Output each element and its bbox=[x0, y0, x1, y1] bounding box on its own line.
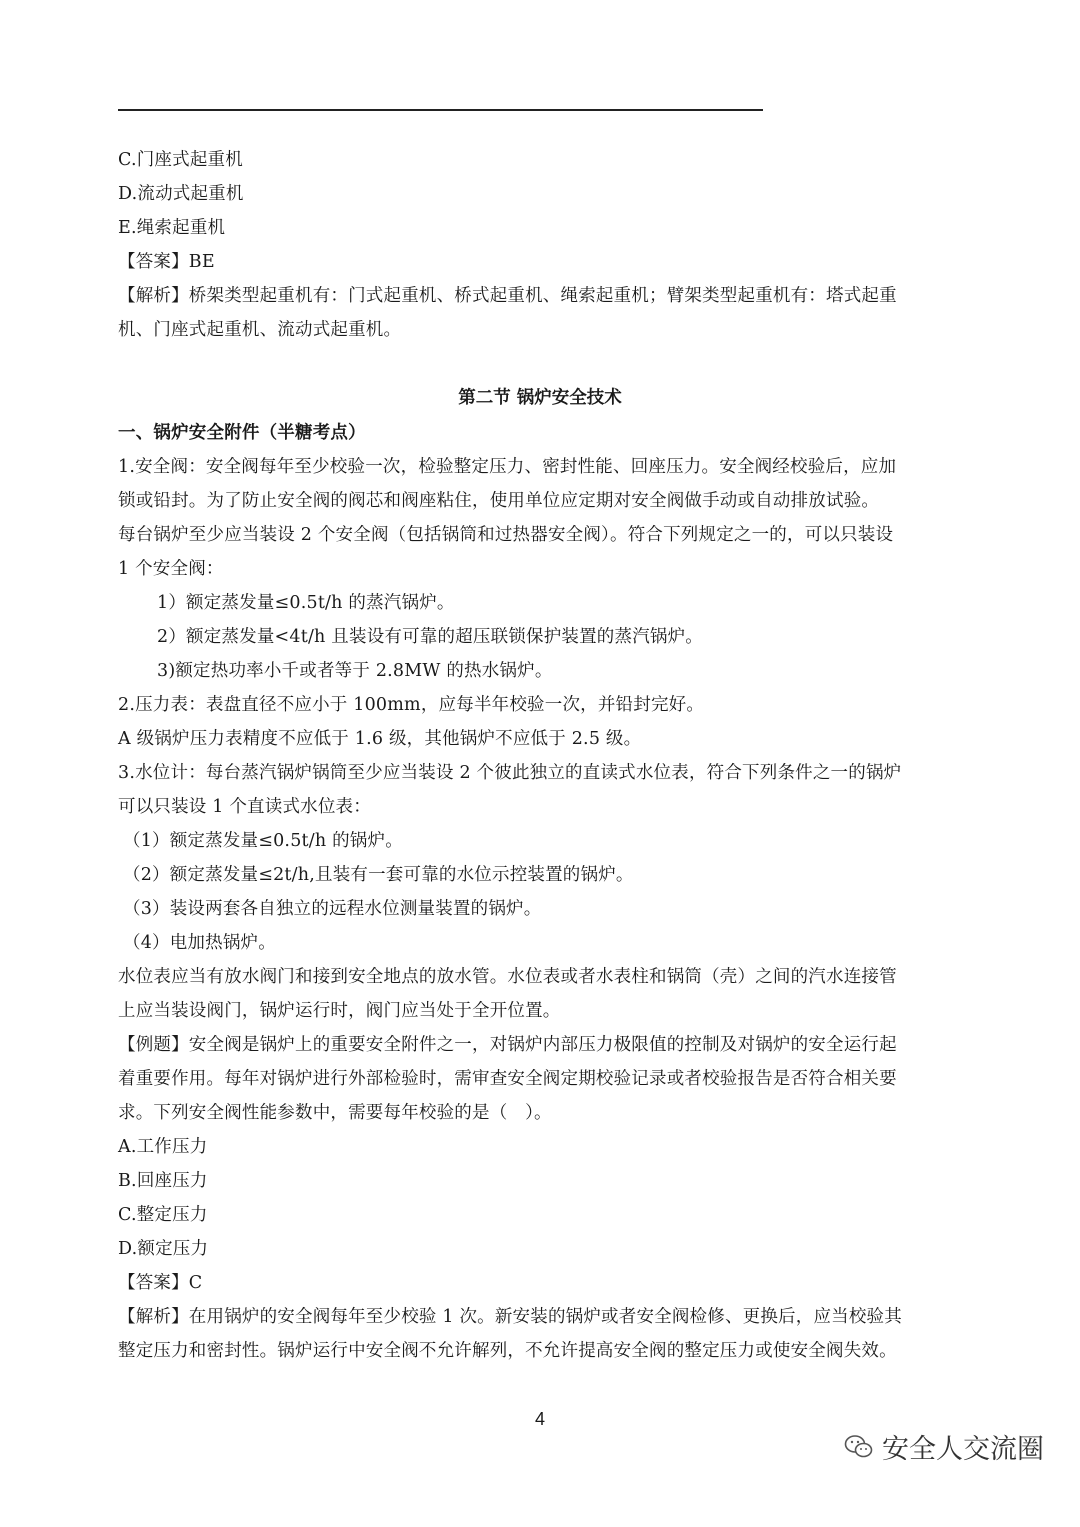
sub-heading: 一、锅炉安全附件（半糖考点） bbox=[118, 423, 366, 443]
list-item: 2）额定蒸发量<4t/h 且装设有可靠的超压联锁保护装置的蒸汽锅炉。 bbox=[157, 627, 703, 647]
watermark bbox=[844, 1427, 1044, 1466]
example-line: 求。下列安全阀性能参数中，需要每年校验的是（ ）。 bbox=[118, 1103, 552, 1123]
paragraph-line: 2.压力表：表盘直径不应小于 100mm，应每半年校验一次，并铅封完好。 bbox=[118, 695, 705, 715]
answer-line: 【答案】C bbox=[118, 1273, 203, 1293]
paragraph-line: 锁或铅封。为了防止安全阀的阀芯和阀座粘住，使用单位应定期对安全阀做手动或自动排放试验。 bbox=[118, 491, 880, 511]
list-item: （4）电加热锅炉。 bbox=[123, 933, 276, 953]
paragraph-line: 1.安全阀：安全阀每年至少校验一次，检验整定压力、密封性能、回座压力。安全阀经校验后，应加 bbox=[118, 457, 897, 477]
option-b: B.回座压力 bbox=[118, 1171, 208, 1191]
section-heading: 第二节 锅炉安全技术 bbox=[458, 388, 622, 408]
analysis-line: 【解析】桥架类型起重机有：门式起重机、桥式起重机、绳索起重机；臂架类型起重机有：塔式起重 bbox=[118, 286, 897, 306]
page-number: 4 bbox=[534, 1409, 545, 1429]
paragraph-line: 可以只装设 1 个直读式水位表： bbox=[118, 797, 371, 817]
option-c: C.门座式起重机 bbox=[118, 150, 243, 170]
option-c: C.整定压力 bbox=[118, 1205, 208, 1225]
header-rule bbox=[118, 109, 763, 111]
paragraph-line: 1 个安全阀： bbox=[118, 559, 224, 579]
analysis-line: 机、门座式起重机、流动式起重机。 bbox=[118, 320, 402, 340]
list-item: 1）额定蒸发量≤0.5t/h 的蒸汽锅炉。 bbox=[157, 593, 455, 613]
answer-line: 【答案】BE bbox=[118, 252, 215, 272]
option-d: D.额定压力 bbox=[118, 1239, 209, 1259]
paragraph-line: A 级锅炉压力表精度不应低于 1.6 级，其他锅炉不应低于 2.5 级。 bbox=[118, 729, 642, 749]
option-e: E.绳索起重机 bbox=[118, 218, 226, 238]
list-item: （2）额定蒸发量≤2t/h,且装有一套可靠的水位示控装置的锅炉。 bbox=[123, 865, 634, 885]
list-item: 3)额定热功率小千或者等于 2.8MW 的热水锅炉。 bbox=[157, 661, 553, 681]
analysis-line: 整定压力和密封性。锅炉运行中安全阀不允许解列，不允许提高安全阀的整定压力或使安全阀失效。 bbox=[118, 1341, 897, 1361]
paragraph-line: 3.水位计：每台蒸汽锅炉锅筒至少应当装设 2 个彼此独立的直读式水位表，符合下列条件之一的锅炉 bbox=[118, 763, 902, 783]
list-item: （3）装设两套各自独立的远程水位测量装置的锅炉。 bbox=[123, 899, 542, 919]
option-d: D.流动式起重机 bbox=[118, 184, 244, 204]
analysis-line: 【解析】在用锅炉的安全阀每年至少校验 1 次。新安装的锅炉或者安全阀检修、更换后，应当校验其 bbox=[118, 1307, 902, 1327]
paragraph-line: 水位表应当有放水阀门和接到安全地点的放水管。水位表或者水表柱和锅筒（壳）之间的汽水连接管 bbox=[118, 967, 897, 987]
paragraph-line: 每台锅炉至少应当装设 2 个安全阀（包括锅筒和过热器安全阀）。符合下列规定之一的，可以只装设 bbox=[118, 525, 894, 545]
option-a: A.工作压力 bbox=[118, 1137, 208, 1157]
example-line: 着重要作用。每年对锅炉进行外部检验时，需审查安全阀定期校验记录或者校验报告是否符合相关要 bbox=[118, 1069, 897, 1089]
example-line: 【例题】安全阀是锅炉上的重要安全附件之一，对锅炉内部压力极限值的控制及对锅炉的安全运行起 bbox=[118, 1035, 897, 1055]
paragraph-line: 上应当装设阀门，锅炉运行时，阀门应当处于全开位置。 bbox=[118, 1001, 561, 1021]
wechat-icon bbox=[844, 1434, 874, 1460]
watermark-text: 安全人交流圈 bbox=[882, 1434, 1044, 1465]
list-item: （1）额定蒸发量≤0.5t/h 的锅炉。 bbox=[123, 831, 403, 851]
